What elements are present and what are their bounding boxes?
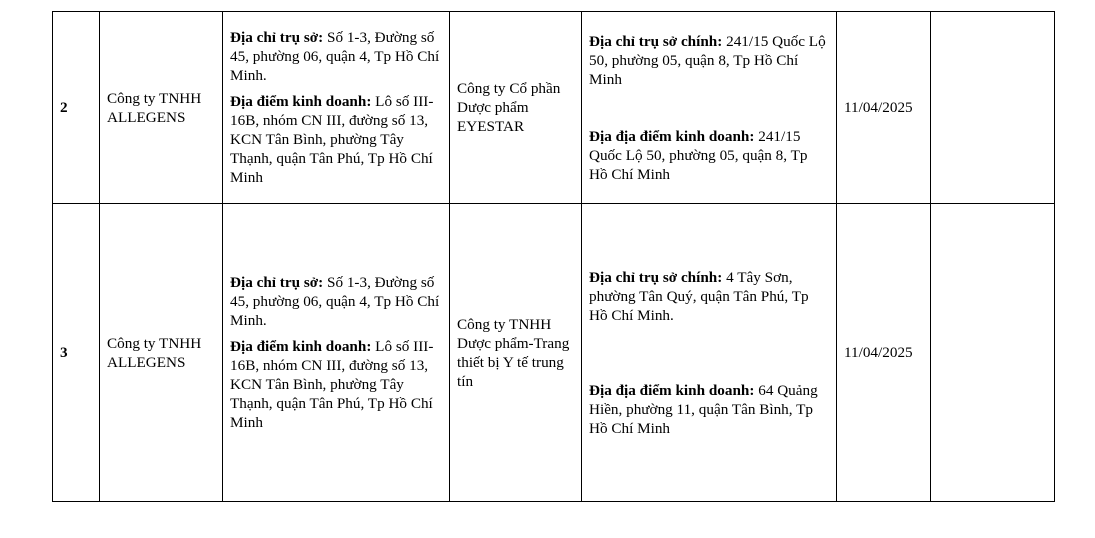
head-office-address (230, 273, 442, 330)
license-table (52, 11, 1055, 502)
partner-cell: Công ty Cổ phần Dược phẩm EYESTAR (450, 12, 582, 204)
company-address-cell (223, 12, 450, 204)
date-cell: 11/04/2025 (837, 204, 931, 502)
partner-business-location-text: 64 Quảng Hiền, phường 11, quận Tân Bình, Tp Hồ Chí Minh (589, 381, 818, 437)
partner-business-location-label: Địa địa điểm kinh doanh: (589, 381, 755, 399)
partner-head-office (589, 268, 829, 325)
business-location-label: Địa điểm kinh doanh: (230, 338, 372, 355)
partner-cell: Công ty TNHH Dược phẩm-Trang thiết bị Y tế trung tín (450, 204, 582, 502)
head-office-address (230, 28, 442, 85)
business-location-label: Địa điểm kinh doanh: (230, 93, 372, 110)
partner-head-office-text: 4 Tây Sơn, phường Tân Quý, quận Tân Phú, Tp Hồ Chí Minh. (589, 268, 809, 324)
business-location-address (230, 92, 442, 187)
business-location-text: Lô số III-16B, nhóm CN III, đường số 13, KCN Tân Bình, phường Tây Thạnh, quận Tân Phú, Tp Hồ Chí Minh (230, 338, 434, 431)
note-cell (931, 12, 1055, 204)
company-cell: Công ty TNHH ALLEGENS (100, 12, 223, 204)
business-location-text: Lô số III-16B, nhóm CN III, đường số 13, KCN Tân Bình, phường Tây Thạnh, quận Tân Phú, Tp Hồ Chí Minh (230, 93, 434, 186)
partner-business-location-label: Địa địa điểm kinh doanh: (589, 127, 755, 145)
note-cell (931, 204, 1055, 502)
head-office-text: Số 1-3, Đường số 45, phường 06, quận 4, Tp Hồ Chí Minh. (230, 274, 440, 329)
business-location-address (230, 337, 442, 432)
partner-business-location (589, 381, 829, 438)
partner-address-cell (582, 204, 837, 502)
partner-business-location (589, 127, 829, 184)
head-office-label: Địa chỉ trụ sở: (230, 29, 324, 46)
company-address-cell (223, 204, 450, 502)
partner-head-office (589, 32, 829, 89)
partner-head-office-text: 241/15 Quốc Lộ 50, phường 05, quận 8, Tp Hồ Chí Minh (589, 32, 826, 88)
partner-head-office-label: Địa chỉ trụ sở chính: (589, 32, 723, 50)
partner-business-location-text: 241/15 Quốc Lộ 50, phường 05, quận 8, Tp Hồ Chí Minh (589, 127, 808, 183)
table-row (53, 204, 1055, 502)
date-cell: 11/04/2025 (837, 12, 931, 204)
head-office-label: Địa chỉ trụ sở: (230, 274, 324, 291)
partner-address-cell (582, 12, 837, 204)
head-office-text: Số 1-3, Đường số 45, phường 06, quận 4, Tp Hồ Chí Minh. (230, 29, 440, 84)
partner-head-office-label: Địa chỉ trụ sở chính: (589, 268, 723, 286)
row-number: 3 (53, 204, 100, 502)
table-row (53, 12, 1055, 204)
company-cell: Công ty TNHH ALLEGENS (100, 204, 223, 502)
row-number: 2 (53, 12, 100, 204)
